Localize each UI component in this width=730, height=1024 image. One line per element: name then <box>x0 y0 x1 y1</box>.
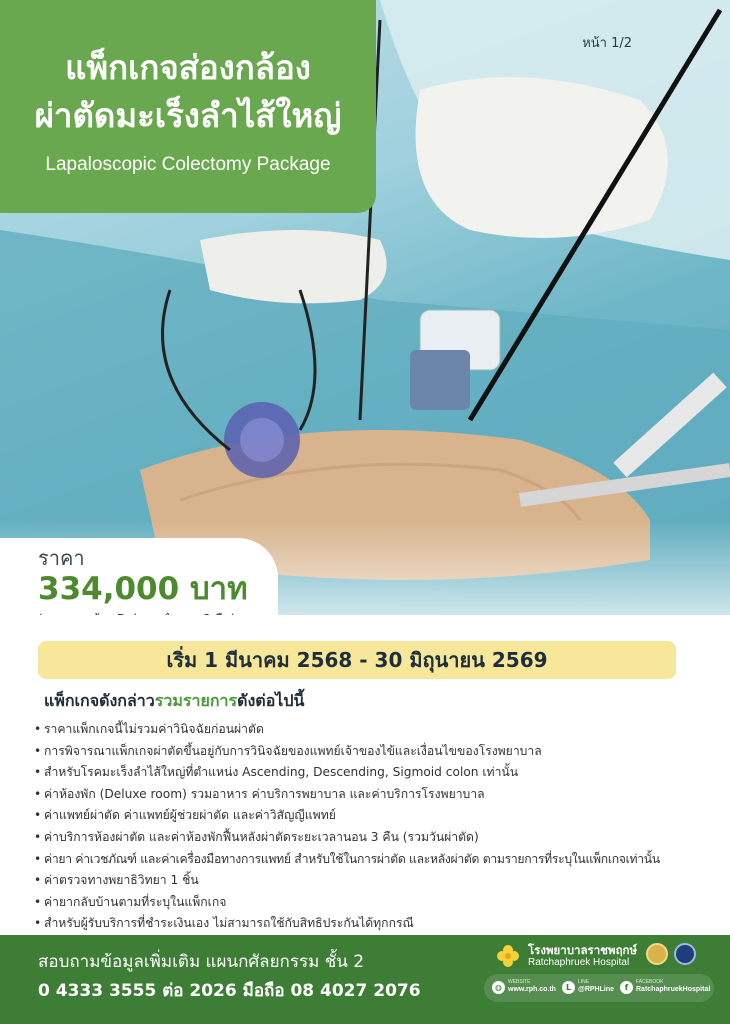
page-indicator: หน้า 1/2 <box>582 36 632 51</box>
includes-heading-text: แพ็กเกจดังกล่าว <box>44 691 155 710</box>
page-title-line2: ผ่าตัดมะเร็งลำไส้ใหญ่ <box>34 96 342 135</box>
hospital-name-thai: โรงพยาบาลราชพฤกษ์ <box>528 943 638 957</box>
includes-heading <box>44 689 304 714</box>
list-item <box>34 762 714 784</box>
includes-heading-text-end: ดังต่อไปนี้ <box>237 691 305 710</box>
hospital-name-english: Ratchaphruek Hospital <box>528 957 630 968</box>
contact-phone[interactable]: 0 4333 3555 ต่อ 2026 มือถือ 08 4027 2076 <box>38 981 421 1001</box>
package-details <box>0 615 730 935</box>
social-caption: FACEBOOK <box>636 979 664 985</box>
footer <box>0 935 730 1024</box>
list-item-text: การพิจารณาแพ็กเกจผ่าตัดขึ้นอยู่กับการวินิจฉัยของแพทย์เจ้าของไข้และเงื่อนไขของโรงพยาบาล <box>44 743 542 758</box>
promotion-period: เริ่ม 1 มีนาคม 2568 - 30 มิถุนายน 2569 <box>38 641 676 679</box>
social-caption: LINE <box>578 979 590 985</box>
award-badge-icon <box>646 943 668 965</box>
list-item <box>34 827 714 849</box>
bullet: • <box>34 851 41 866</box>
social-caption: WEBSITE <box>508 979 531 985</box>
social-value: www.rph.co.th <box>508 986 556 993</box>
bullet: • <box>34 829 42 844</box>
bullet: • <box>34 743 42 758</box>
list-item <box>34 870 714 892</box>
bullet: • <box>34 894 42 909</box>
hospital-logo <box>494 939 702 975</box>
facebook-icon: f <box>620 981 633 994</box>
globe-icon: ◍ <box>492 981 505 994</box>
list-item-text: ค่าตรวจทางพยาธิวิทยา 1 ชิ้น <box>44 873 199 888</box>
bullet: • <box>34 722 42 736</box>
list-item <box>34 849 714 871</box>
list-item <box>34 913 714 935</box>
page-title-english: Lapaloscopic Colectomy Package <box>45 154 331 175</box>
list-item <box>34 805 714 827</box>
line-icon: L <box>562 981 575 994</box>
bullet: • <box>34 873 42 888</box>
includes-heading-highlight: รวมรายการ <box>154 691 238 710</box>
price-value: 334,000 บาท <box>38 571 248 607</box>
list-item <box>34 892 714 914</box>
list-item-text: ค่าบริการห้องผ่าตัด และค่าห้องพักฟื้นหลังผ่าตัดระยะเวลานอน 3 คืน (รวมวันผ่าตัด) <box>44 829 479 844</box>
bullet: • <box>34 916 42 931</box>
social-links <box>484 974 714 1002</box>
list-item-text: ค่าแพทย์ผ่าตัด ค่าแพทย์ผู้ช่วยผ่าตัด และค่าวิสัญญีแพทย์ <box>44 808 336 823</box>
list-item <box>34 741 714 763</box>
list-item-text: ราคาแพ็กเกจนี้ไม่รวมค่าวินิจฉัยก่อนผ่าตัด <box>44 722 264 736</box>
social-value: RatchaphruekHospital <box>636 986 711 993</box>
list-item-text: ค่ายากลับบ้านตามที่ระบุในแพ็กเกจ <box>44 894 227 909</box>
list-item-text: สำหรับผู้รับบริการที่ชำระเงินเอง ไม่สามารถใช้กับสิทธิประกันได้ทุกกรณี <box>44 916 414 931</box>
social-value: @RPHLine <box>578 986 614 993</box>
bullet: • <box>34 786 42 801</box>
bullet: • <box>34 765 42 780</box>
price-label: ราคา <box>38 546 85 570</box>
page-title-line1: แพ็กเกจส่องกล้อง <box>65 48 311 87</box>
list-item-text: ค่ายา ค่าเวชภัณฑ์ และค่าเครื่องมือทางการแพทย์ สำหรับใช้ในการผ่าตัด และหลังผ่าตัด ตามรายการที่ระบุในแพ็กเกจเท่านั้น <box>44 851 660 866</box>
accreditation-badge-icon <box>674 943 696 965</box>
list-item-text: สำหรับโรคมะเร็งลำไส้ใหญ่ที่ตำแหน่ง Ascending, Descending, Sigmoid colon เท่านั้น <box>44 765 519 780</box>
contact-info: สอบถามข้อมูลเพิ่มเติม แผนกศัลยกรรม ชั้น 2 <box>38 952 365 972</box>
list-item <box>34 784 714 806</box>
title-box <box>0 0 376 213</box>
bullet: • <box>34 808 42 823</box>
includes-list <box>34 719 714 935</box>
list-item <box>34 719 714 741</box>
flower-logo-icon <box>494 942 522 970</box>
list-item-text: ค่าห้องพัก (Deluxe room) รวมอาหาร ค่าบริการพยาบาล และค่าบริการโรงพยาบาล <box>44 786 485 801</box>
